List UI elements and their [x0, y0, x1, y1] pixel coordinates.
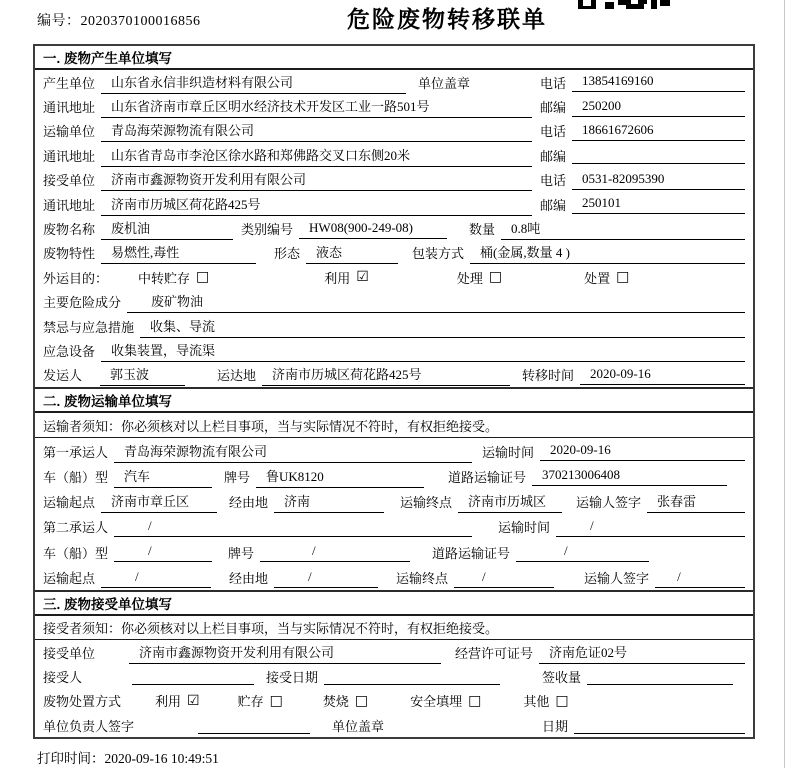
doc-number-label: 编号： [37, 14, 81, 29]
route2-sign-value: / [655, 568, 745, 588]
receiver-phone: 0531-82095390 [572, 170, 745, 190]
row-receive-unit [35, 640, 753, 664]
signed-qty-value [587, 668, 733, 685]
transporter-address: 山东省青岛市李沧区徐水路和郑佛路交叉口东侧20米 [101, 144, 532, 167]
print-time [37, 747, 219, 767]
checkbox-icon: □ [269, 692, 283, 709]
row-accept [35, 665, 753, 689]
row-hazard [35, 290, 753, 314]
row-transporter-address [35, 143, 753, 167]
row-route2 [35, 565, 753, 590]
plate1-label: 牌号 [224, 469, 251, 485]
route1-start-value: 济南市章丘区 [101, 490, 217, 513]
zip-label: 邮编 [540, 148, 567, 164]
quantity-label: 数量 [469, 222, 496, 238]
purpose-label: 外运目的： [43, 270, 109, 286]
packing-label: 包装方式 [412, 246, 465, 262]
category-label: 类别编号 [241, 222, 294, 238]
license-label: 经营许可证号 [455, 645, 534, 661]
checkbox-icon: □ [488, 269, 503, 286]
section1-heading: 一. 废物产生单位填写 [35, 46, 753, 70]
date-label: 日期 [542, 718, 569, 734]
route1-start-label: 运输起点 [43, 495, 96, 511]
carrier2-value: / [114, 517, 472, 537]
route2-end-value: / [454, 568, 554, 588]
section-receive [35, 590, 753, 737]
transporter-zip [572, 147, 745, 164]
producer-phone: 13854169160 [572, 72, 745, 92]
equipment-value: 收集装置，导流渠 [101, 339, 745, 362]
receive-unit-label: 接受单位 [43, 645, 96, 661]
row-route1 [35, 489, 753, 514]
option-label: 利用 [155, 694, 182, 710]
plate2-value: / [260, 542, 410, 562]
receive-unit-value: 济南市鑫源物资开发利用有限公司 [129, 641, 441, 664]
acceptor-value [132, 668, 254, 685]
row-measures [35, 314, 753, 338]
receiver-value: 济南市鑫源物资开发利用有限公司 [101, 168, 532, 191]
disposal-label: 废物处置方式 [43, 694, 122, 710]
doc-number-value: 2020370100016856 [80, 14, 201, 29]
row-dispatch [35, 363, 753, 387]
responsible-sign-label: 单位负责人签字 [43, 718, 135, 734]
address-label: 通讯地址 [43, 148, 96, 164]
producer-zip: 250200 [572, 97, 745, 117]
hazard-label: 主要危险成分 [43, 295, 122, 311]
transport-time2-value: / [556, 517, 745, 537]
disposal-option-use [155, 691, 200, 710]
transport-time-value: 2020-09-16 [540, 441, 745, 461]
transporter-label: 运输单位 [43, 124, 96, 140]
row-waste-name [35, 216, 753, 240]
accept-date-value [324, 668, 500, 685]
transport-notice: 运输者须知：你必须核对以上栏目事项，当与实际情况不符时，有权拒绝接受。 [35, 413, 753, 438]
purpose-option-transfer [138, 268, 209, 287]
dispatcher-label: 发运人 [43, 368, 83, 384]
vehicle1-label: 车（船）型 [43, 469, 109, 485]
route2-via-value: / [274, 568, 378, 588]
checkbox-icon: □ [354, 692, 369, 709]
unit-seal-label: 单位盖章 [332, 718, 385, 734]
transporter-value: 青岛海荣源物流有限公司 [101, 119, 532, 142]
vehicle2-label: 车（船）型 [43, 545, 109, 561]
disposal-option-landfill [410, 691, 481, 710]
carrier1-value: 青岛海荣源物流有限公司 [114, 440, 472, 463]
measures-label: 禁忌与应急措施 [43, 319, 135, 335]
producer-address: 山东省济南市章丘区明水经济技术开发区工业一路501号 [101, 95, 532, 118]
purpose-option-use [324, 268, 369, 287]
route2-start-label: 运输起点 [43, 571, 96, 586]
measures-value: 收集、导流 [140, 315, 745, 338]
purpose-option-treat [457, 268, 502, 287]
checkbox-icon: □ [468, 692, 482, 709]
receiver-label: 接受单位 [43, 173, 96, 189]
section3-heading: 三. 废物接受单位填写 [35, 592, 753, 616]
receiver-zip: 250101 [572, 194, 745, 214]
option-label: 中转贮存 [138, 270, 191, 286]
waste-name-label: 废物名称 [43, 222, 96, 238]
address-label: 通讯地址 [43, 197, 96, 213]
packing-value: 桶(金属,数量 4 ) [470, 241, 745, 264]
date-value [574, 717, 745, 734]
disposal-option-store [238, 691, 283, 710]
page-edge-divider [784, 0, 785, 768]
dispatcher-value: 郭玉波 [100, 363, 185, 386]
vehicle1-value: 汽车 [114, 465, 212, 488]
route2-sign-label: 运输人签字 [584, 571, 650, 586]
equipment-label: 应急设备 [43, 343, 96, 359]
signed-qty-label: 签收量 [542, 670, 582, 686]
route1-sign-value: 张春雷 [647, 490, 745, 513]
disposal-option-burn [323, 691, 368, 710]
plate1-value: 鲁UK8120 [256, 465, 424, 488]
row-equipment [35, 338, 753, 362]
transporter-phone: 18661672606 [572, 121, 745, 141]
form-label: 形态 [274, 246, 301, 262]
permit1-value: 370213006408 [532, 466, 727, 486]
carrier2-label: 第二承运人 [43, 520, 109, 536]
row-producer [35, 70, 753, 94]
row-signoff [35, 713, 753, 737]
form-value: 液态 [306, 241, 398, 264]
zip-label: 邮编 [540, 197, 567, 213]
producer-label: 产生单位 [43, 75, 96, 91]
seal-label: 单位盖章 [418, 75, 471, 91]
qr-code-fragment-icon [578, 0, 670, 9]
checkbox-icon: □ [616, 269, 630, 286]
producer-value: 山东省永信非织造材料有限公司 [101, 71, 406, 94]
zip-label: 邮编 [540, 100, 567, 116]
page-title: 危险废物转移联单 [347, 6, 547, 32]
route2-start-value: / [101, 568, 211, 588]
option-label: 安全填埋 [410, 694, 463, 710]
option-label: 处理 [456, 270, 483, 286]
option-label: 焚烧 [322, 694, 349, 710]
waste-props-value: 易燃性,毒性 [101, 241, 256, 264]
row-vehicle2 [35, 540, 753, 565]
checkbox-checked-icon: ☑ [187, 692, 200, 709]
option-label: 利用 [324, 270, 351, 286]
row-producer-address [35, 94, 753, 118]
row-receiver [35, 168, 753, 192]
row-purpose [35, 265, 753, 289]
route1-sign-label: 运输人签字 [576, 495, 642, 511]
permit2-label: 道路运输证号 [432, 545, 511, 561]
section-producer [35, 46, 753, 387]
row-transporter [35, 119, 753, 143]
waste-name-value: 废机油 [101, 217, 233, 240]
purpose-option-dispose [584, 268, 629, 287]
destination-label: 运达地 [217, 368, 257, 384]
checkbox-icon: □ [555, 692, 569, 709]
transfer-time-label: 转移时间 [522, 368, 575, 384]
transfer-time-value: 2020-09-16 [580, 365, 745, 385]
transport-time-label: 运输时间 [482, 444, 535, 460]
route1-via-label: 经由地 [229, 495, 269, 511]
vehicle2-value: / [114, 542, 212, 562]
manifest-table [33, 44, 755, 739]
hazard-value: 废矿物油 [127, 290, 745, 313]
plate2-label: 牌号 [228, 545, 255, 561]
route2-via-label: 经由地 [229, 571, 269, 586]
option-label: 贮存 [237, 694, 264, 710]
row-disposal [35, 689, 753, 713]
row-receiver-address [35, 192, 753, 216]
permit2-value: / [516, 542, 649, 562]
phone-label: 电话 [540, 173, 567, 189]
accept-date-label: 接受日期 [266, 670, 319, 686]
print-time-value: 2020-09-16 10:49:51 [104, 751, 219, 766]
checkbox-icon: □ [196, 269, 210, 286]
route1-via-value: 济南 [274, 490, 384, 513]
category-value: HW08(900-249-08) [299, 219, 447, 239]
receiver-address: 济南市历城区荷花路425号 [101, 193, 532, 216]
permit1-label: 道路运输证号 [448, 469, 527, 485]
phone-label: 电话 [540, 75, 567, 91]
section-transport [35, 387, 753, 590]
carrier1-label: 第一承运人 [43, 444, 109, 460]
row-vehicle1 [35, 464, 753, 489]
option-label: 其他 [523, 694, 550, 710]
receive-notice: 接受者须知：你必须核对以上栏目事项，当与实际情况不符时，有权拒绝接受。 [35, 616, 753, 640]
route1-end-value: 济南市历城区 [458, 490, 562, 513]
section2-heading: 二. 废物运输单位填写 [35, 389, 753, 413]
quantity-value: 0.8吨 [501, 217, 745, 240]
checkbox-checked-icon: ☑ [356, 269, 369, 286]
row-waste-props [35, 241, 753, 265]
disposal-option-other [523, 691, 568, 710]
option-label: 处置 [584, 270, 611, 286]
address-label: 通讯地址 [43, 100, 96, 116]
acceptor-label: 接受人 [43, 670, 83, 686]
license-value: 济南危证02号 [539, 641, 745, 664]
destination-value: 济南市历城区荷花路425号 [262, 363, 510, 386]
phone-label: 电话 [540, 124, 567, 140]
transport-time2-label: 运输时间 [498, 520, 551, 536]
row-carrier1 [35, 438, 753, 463]
responsible-sign-value [198, 717, 310, 734]
route2-end-label: 运输终点 [396, 571, 449, 586]
row-carrier2 [35, 514, 753, 539]
print-time-label: 打印时间： [37, 751, 105, 766]
route1-end-label: 运输终点 [400, 495, 453, 511]
waste-props-label: 废物特性 [43, 246, 96, 262]
